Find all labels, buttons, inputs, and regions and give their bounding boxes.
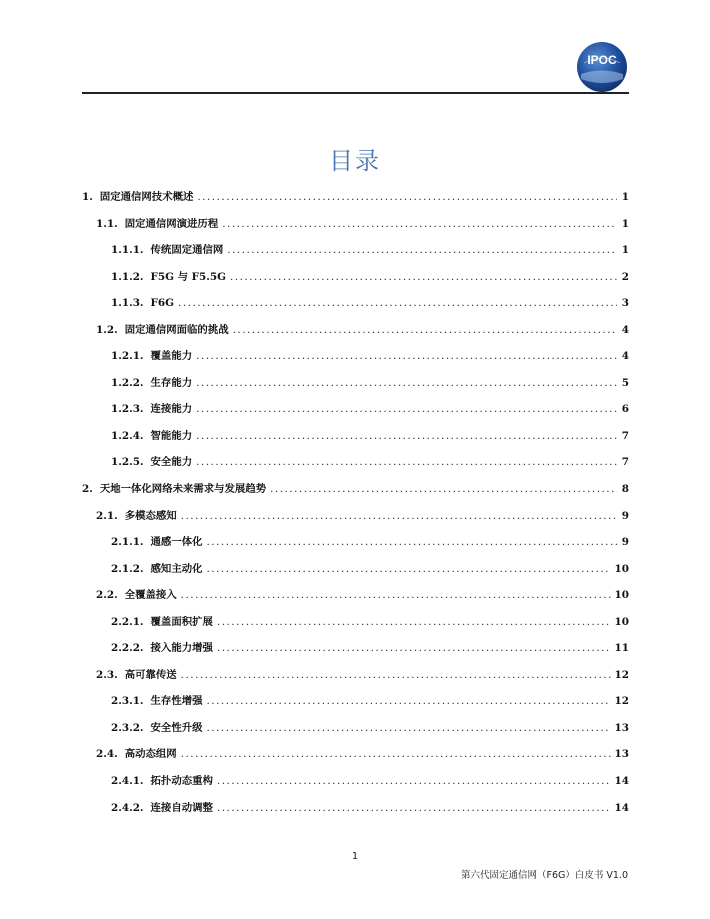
table-of-contents — [82, 187, 629, 824]
toc-entry[interactable] — [82, 346, 629, 373]
toc-entry[interactable] — [82, 426, 629, 453]
toc-entry[interactable] — [82, 691, 629, 718]
toc-entry-title: 高可靠传送 — [124, 668, 177, 681]
footer-doc-title: 第六代固定通信网（F6G）白皮书 V1.0 — [461, 870, 628, 881]
toc-entry[interactable] — [82, 665, 629, 692]
toc-entry-page: 7 — [621, 429, 629, 442]
toc-dot-leader — [217, 638, 611, 658]
page-number: 1 — [351, 851, 359, 862]
toc-entry-page: 10 — [614, 562, 629, 575]
toc-entry-number: 1.2.5. — [111, 456, 144, 469]
toc-entry-title: 安全性升级 — [150, 721, 203, 734]
toc-entry-page: 1 — [621, 244, 629, 257]
toc-entry-number: 2.2.1. — [111, 615, 144, 628]
toc-entry-number: 1.2.1. — [111, 350, 144, 363]
toc-entry-page: 4 — [621, 323, 629, 336]
toc-entry-title: 连接自动调整 — [150, 801, 213, 814]
toc-entry-number: 2.1. — [96, 509, 118, 522]
toc-entry-number: 1.1. — [96, 217, 118, 230]
toc-entry-number: 2.2. — [96, 589, 118, 602]
toc-entry[interactable] — [82, 612, 629, 639]
toc-dot-leader — [207, 691, 611, 711]
toc-dot-leader — [207, 532, 618, 552]
toc-entry[interactable] — [82, 373, 629, 400]
toc-entry-page: 11 — [614, 642, 629, 655]
toc-entry-page: 12 — [614, 668, 629, 681]
toc-entry-page: 1 — [621, 217, 629, 230]
toc-dot-leader — [178, 293, 617, 313]
toc-entry-page: 6 — [621, 403, 629, 416]
toc-entry[interactable] — [82, 214, 629, 241]
toc-entry-page: 7 — [621, 456, 629, 469]
toc-entry-number: 2.3. — [96, 668, 118, 681]
toc-entry-title: 多模态感知 — [124, 509, 177, 522]
toc-entry-title: 天地一体化网络未来需求与发展趋势 — [99, 483, 267, 496]
toc-entry-number: 2.3.2. — [111, 721, 144, 734]
toc-entry-title: F6G — [150, 297, 175, 310]
toc-entry[interactable] — [82, 798, 629, 825]
toc-entry-page: 13 — [614, 748, 629, 761]
toc-dot-leader — [181, 665, 611, 685]
toc-dot-leader — [270, 479, 617, 499]
toc-entry-number: 1.1.1. — [111, 244, 144, 257]
toc-entry-title: F5G 与 F5.5G — [150, 270, 226, 283]
toc-entry[interactable] — [82, 479, 629, 506]
toc-entry[interactable] — [82, 399, 629, 426]
toc-dot-leader — [207, 559, 611, 579]
toc-entry[interactable] — [82, 559, 629, 586]
toc-entry-number: 2.1.2. — [111, 562, 144, 575]
toc-entry-page: 8 — [621, 483, 629, 496]
toc-entry-title: 通感一体化 — [150, 536, 203, 549]
toc-entry[interactable] — [82, 718, 629, 745]
toc-entry-page: 3 — [621, 297, 629, 310]
toc-entry[interactable] — [82, 744, 629, 771]
toc-entry-number: 2.1.1. — [111, 536, 144, 549]
toc-dot-leader — [227, 240, 617, 260]
toc-entry-page: 12 — [614, 695, 629, 708]
toc-dot-leader — [197, 187, 617, 207]
toc-entry-page: 1 — [621, 191, 629, 203]
toc-dot-leader — [181, 506, 617, 526]
toc-title: 目录 — [329, 147, 381, 175]
toc-dot-leader — [217, 612, 611, 632]
toc-entry-page: 13 — [614, 721, 629, 734]
toc-entry[interactable] — [82, 506, 629, 533]
toc-dot-leader — [196, 452, 617, 472]
toc-dot-leader — [196, 346, 617, 366]
toc-entry[interactable] — [82, 532, 629, 559]
toc-entry-page: 2 — [621, 270, 629, 283]
toc-entry-title: 智能能力 — [150, 429, 193, 442]
toc-entry-page: 9 — [621, 536, 629, 549]
toc-entry-title: 安全能力 — [150, 456, 193, 469]
toc-dot-leader — [196, 373, 617, 393]
toc-entry-number: 2.4. — [96, 748, 118, 761]
toc-dot-leader — [230, 267, 617, 287]
toc-entry[interactable] — [82, 267, 629, 294]
toc-entry[interactable] — [82, 187, 629, 214]
toc-dot-leader — [196, 399, 617, 419]
toc-entry-title: 固定通信网技术概述 — [99, 191, 194, 203]
toc-dot-leader — [233, 320, 617, 340]
toc-entry-title: 全覆盖接入 — [124, 589, 177, 602]
toc-dot-leader — [217, 798, 611, 818]
toc-dot-leader — [181, 744, 611, 764]
toc-entry[interactable] — [82, 240, 629, 267]
toc-entry-number: 2.4.2. — [111, 801, 144, 814]
header-rule — [82, 92, 629, 94]
toc-entry[interactable] — [82, 638, 629, 665]
toc-entry-title: 固定通信网面临的挑战 — [124, 323, 229, 336]
toc-entry-page: 10 — [614, 589, 629, 602]
toc-entry-title: 高动态组网 — [124, 748, 177, 761]
toc-entry-page: 9 — [621, 509, 629, 522]
toc-entry[interactable] — [82, 585, 629, 612]
toc-entry-number: 1.2. — [96, 323, 118, 336]
toc-entry-page: 10 — [614, 615, 629, 628]
toc-entry-title: 覆盖能力 — [150, 350, 193, 363]
toc-dot-leader — [181, 585, 611, 605]
toc-entry-number: 1. — [82, 191, 93, 203]
toc-entry-page: 5 — [621, 376, 629, 389]
toc-entry-page: 14 — [614, 775, 629, 788]
toc-dot-leader — [196, 426, 617, 446]
toc-entry-title: 传统固定通信网 — [150, 244, 224, 257]
toc-entry-number: 1.1.3. — [111, 297, 144, 310]
toc-entry-number: 2. — [82, 483, 93, 496]
toc-entry-title: 拓扑动态重构 — [150, 775, 213, 788]
toc-entry-number: 2.2.2. — [111, 642, 144, 655]
toc-entry-number: 1.2.2. — [111, 376, 144, 389]
toc-entry-title: 接入能力增强 — [150, 642, 213, 655]
logo-text: IPOC — [587, 53, 617, 67]
toc-entry[interactable] — [82, 452, 629, 479]
toc-entry-title: 生存能力 — [150, 376, 193, 389]
toc-entry-title: 固定通信网演进历程 — [124, 217, 219, 230]
toc-entry-title: 生存性增强 — [150, 695, 203, 708]
toc-entry-page: 4 — [621, 350, 629, 363]
toc-entry-title: 感知主动化 — [150, 562, 203, 575]
toc-entry[interactable] — [82, 320, 629, 347]
toc-entry-title: 连接能力 — [150, 403, 193, 416]
toc-dot-leader — [222, 214, 617, 234]
ipoc-logo — [576, 41, 628, 93]
toc-dot-leader — [207, 718, 611, 738]
toc-entry[interactable] — [82, 293, 629, 320]
toc-entry[interactable] — [82, 771, 629, 798]
toc-dot-leader — [217, 771, 611, 791]
toc-entry-number: 1.2.3. — [111, 403, 144, 416]
toc-entry-number: 2.4.1. — [111, 775, 144, 788]
toc-entry-title: 覆盖面积扩展 — [150, 615, 213, 628]
toc-entry-number: 1.2.4. — [111, 429, 144, 442]
toc-entry-number: 2.3.1. — [111, 695, 144, 708]
toc-entry-number: 1.1.2. — [111, 270, 144, 283]
toc-entry-page: 14 — [614, 801, 629, 814]
